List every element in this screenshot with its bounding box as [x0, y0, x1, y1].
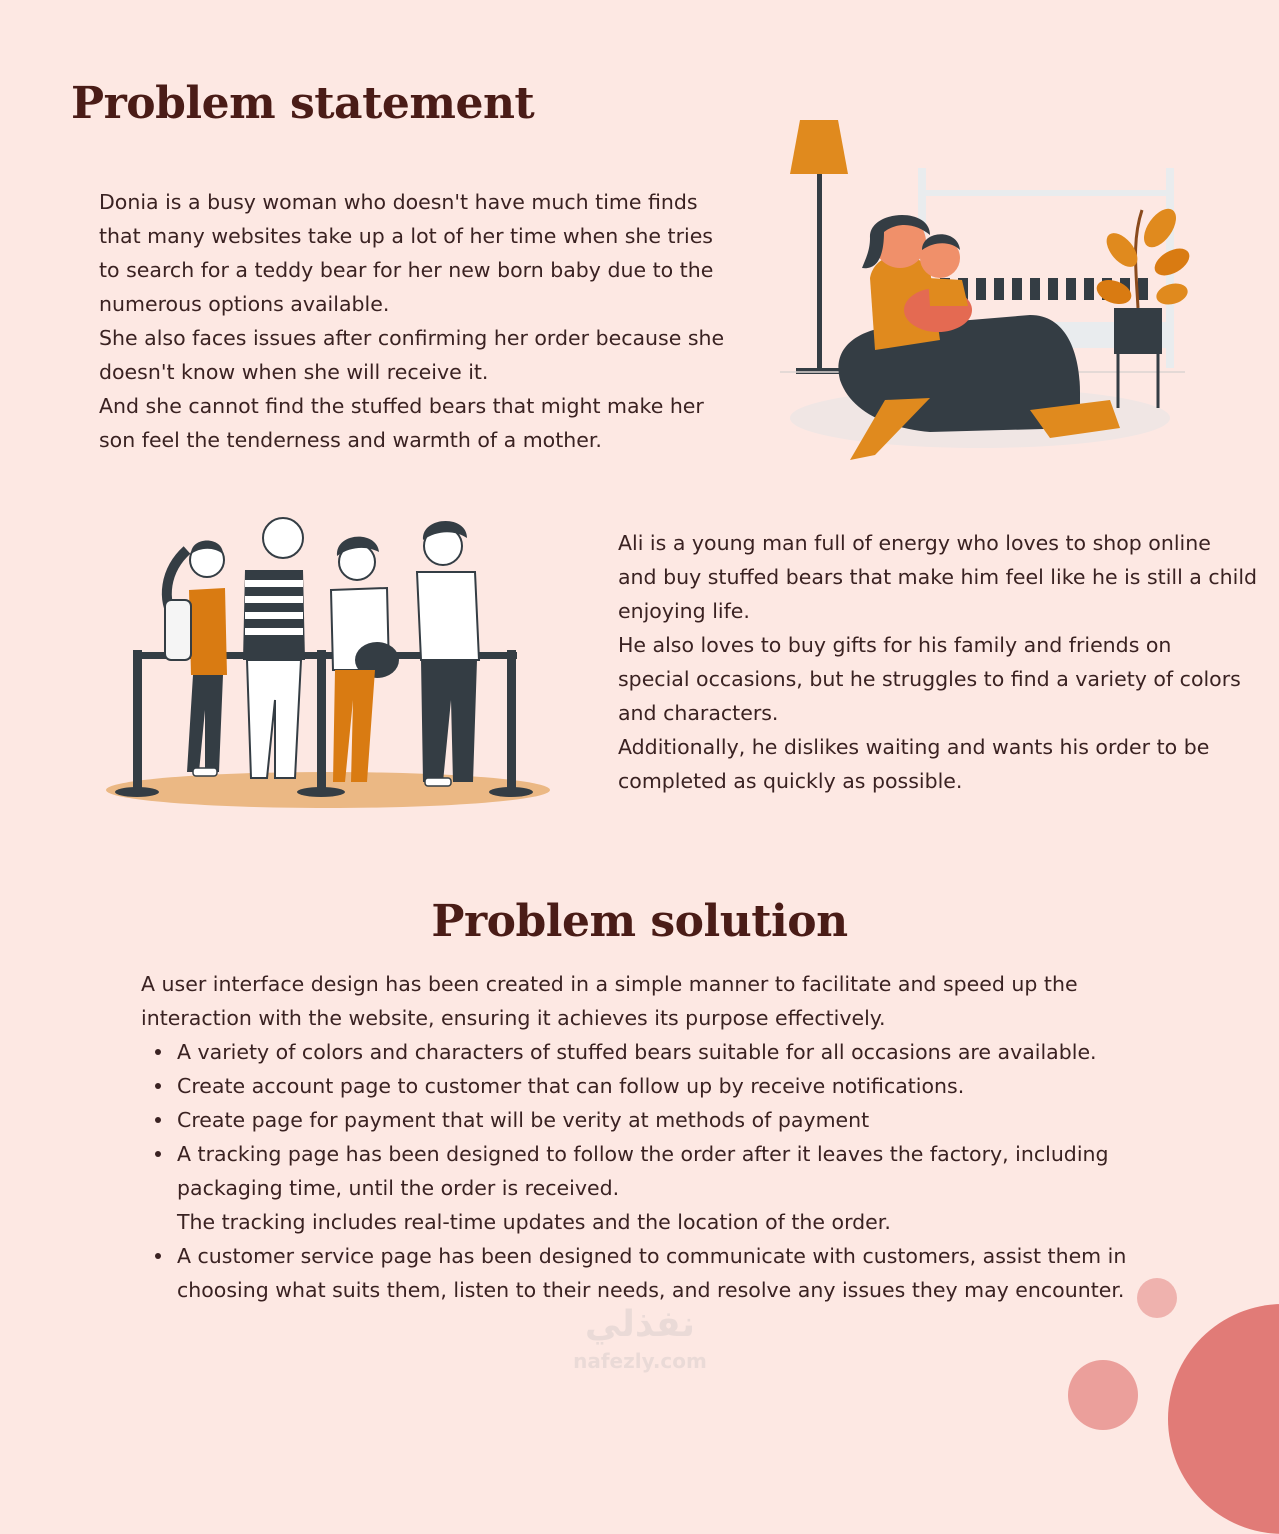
- watermark-latin-text: nafezly.com: [573, 1349, 707, 1373]
- problem-solution-title: Problem solution: [431, 896, 848, 947]
- mother-holding-baby-illustration: [780, 110, 1200, 470]
- decorative-circle-small: [1137, 1278, 1177, 1318]
- solution-bullet-list: [141, 1035, 1141, 1307]
- problem-statement-title: Problem statement: [71, 78, 535, 129]
- solution-intro-text: A user interface design has been created in a simple manner to facilitate and speed up the interaction with the website, ensuring it achieves its purpose effectively.: [141, 972, 1078, 1030]
- decorative-circle-large: [1168, 1304, 1279, 1534]
- people-queue-illustration: [95, 510, 565, 820]
- nafezly-watermark-logo: [560, 1300, 720, 1378]
- watermark-arabic-text: نفذلي: [584, 1304, 696, 1345]
- solution-bullet: Create page for payment that will be verity at methods of payment: [141, 1103, 1141, 1137]
- decorative-circle-bottom: [1068, 1360, 1138, 1430]
- persona-donia-text: Donia is a busy woman who doesn't have much time finds that many websites take up a lot of her time when she tries to search for a teddy bear for her new born baby due to the numerous options available. She also faces issues after confirming her order because she doesn't know when she will receive it. And she cannot find the stuffed bears that might make her son feel the tenderness and warmth of a mother.: [99, 190, 725, 452]
- solution-bullet: Create account page to customer that can follow up by receive notifications.: [141, 1069, 1141, 1103]
- solution-bullet: A customer service page has been designed to communicate with customers, assist them in choosing what suits them, listen to their needs, and resolve any issues they may encounter.: [141, 1239, 1141, 1307]
- solution-bullet: A tracking page has been designed to follow the order after it leaves the factory, including packaging time, until the order is received. The tracking includes real-time updates and the location of the order.: [141, 1137, 1141, 1239]
- solution-bullet: A variety of colors and characters of stuffed bears suitable for all occasions are available.: [141, 1035, 1141, 1069]
- persona-ali-text: Ali is a young man full of energy who loves to shop online and buy stuffed bears that make him feel like he is still a child enjoying life. He also loves to buy gifts for his family and friends on special occasions, but he struggles to find a variety of colors and characters. Additionally, he dislikes waiting and wants his order to be completed as quickly as possible.: [618, 531, 1258, 793]
